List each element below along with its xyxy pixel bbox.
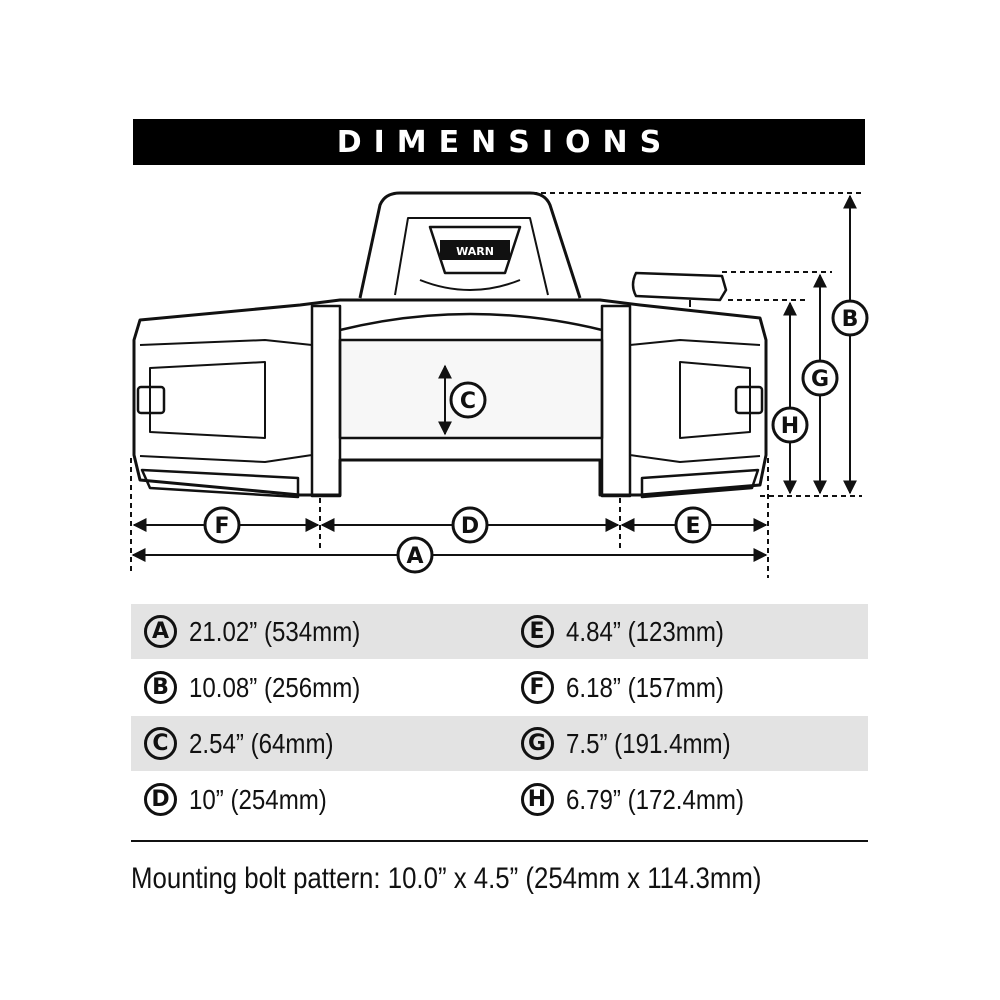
winch-outline xyxy=(134,193,766,497)
warn-logo: WARN xyxy=(456,245,494,258)
svg-text:F: F xyxy=(214,514,230,539)
dimension-value: 2.54” (64mm) xyxy=(189,727,334,759)
dimension-value: 6.79” (172.4mm) xyxy=(565,783,744,815)
label-C xyxy=(451,383,485,417)
page-title: DIMENSIONS xyxy=(336,124,674,160)
svg-text:E: E xyxy=(685,514,701,539)
dimension-value: 7.5” (191.4mm) xyxy=(565,727,731,759)
letter-badge: E xyxy=(521,615,554,648)
table-row xyxy=(131,772,868,827)
table-row xyxy=(131,716,868,771)
dimension-h xyxy=(500,783,869,816)
table-row xyxy=(131,604,868,659)
label-A xyxy=(398,538,432,572)
dimension-g xyxy=(500,727,869,760)
dimension-b xyxy=(131,671,500,704)
svg-text:A: A xyxy=(406,544,424,569)
svg-text:B: B xyxy=(841,307,859,332)
svg-text:G: G xyxy=(810,367,830,392)
dimension-e xyxy=(500,615,869,648)
table-row xyxy=(131,660,868,715)
letter-badge: A xyxy=(144,615,177,648)
label-H xyxy=(773,408,807,442)
dimension-value: 6.18” (157mm) xyxy=(565,671,724,703)
letter-badge: G xyxy=(521,727,554,760)
dimension-a xyxy=(131,615,500,648)
dimension-value: 4.84” (123mm) xyxy=(565,615,724,647)
letter-badge: B xyxy=(144,671,177,704)
dimension-d xyxy=(131,783,500,816)
label-G xyxy=(803,361,837,395)
svg-text:D: D xyxy=(460,514,480,539)
letter-badge: F xyxy=(521,671,554,704)
dimension-value: 10.08” (256mm) xyxy=(189,671,361,703)
divider xyxy=(131,840,868,842)
label-E xyxy=(676,508,710,542)
dimension-c xyxy=(131,727,500,760)
dimensions-table xyxy=(131,604,868,827)
dimension-value: 10” (254mm) xyxy=(189,783,327,815)
label-F xyxy=(205,508,239,542)
dimension-value: 21.02” (534mm) xyxy=(189,615,361,647)
svg-text:C: C xyxy=(459,389,477,414)
label-B xyxy=(833,301,867,335)
letter-badge: D xyxy=(144,783,177,816)
label-D xyxy=(453,508,487,542)
letter-badge: C xyxy=(144,727,177,760)
letter-badge: H xyxy=(521,783,554,816)
svg-text:H: H xyxy=(780,414,800,439)
mounting-note: Mounting bolt pattern: 10.0” x 4.5” (254mm x 114.3mm) xyxy=(131,862,762,895)
dimension-f xyxy=(500,671,869,704)
